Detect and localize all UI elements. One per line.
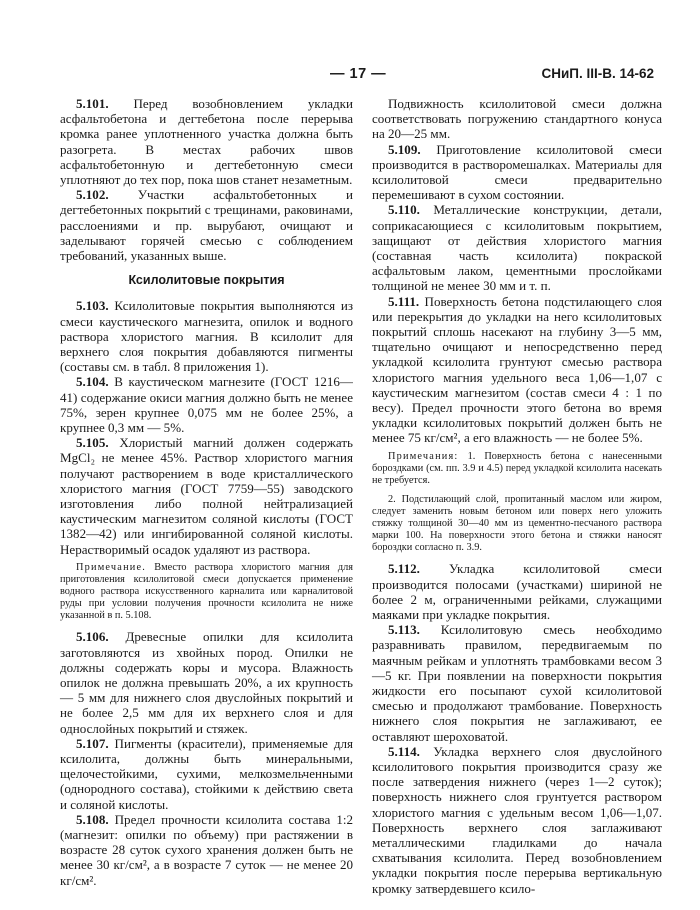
clause-5-108 (60, 812, 353, 888)
note-text: Вместо раствора хлористого магния для приготовления ксилолитовой смеси допускается применение водного раствора искусственного карналита или карналитовой руды при условии получения прочности ксилолита не ниже указанной в п. 5.108. (60, 561, 353, 622)
clause-5-101 (60, 96, 353, 187)
clause-5-109 (372, 142, 662, 203)
clause-text: Древесные опилки для ксилолита заготовляются из хвойных пород. Опилки не должны содержать коры и мусора. Влажность опилок не должна превышать 20%, а их крупность — 5 мм для нижнего слоя двуслойных покрытий и не более 2,5 мм для их верхнего слоя и для однослойных покрытий и стяжек. (60, 629, 353, 736)
clause-text: Ксилолитовые покрытия выполняются из смеси каустического магнезита, опилок и водного раствора хлористого магния. В ксилолит для верхнего слоя покрытия добавляются пигменты (составы см. в табл. 8 приложения 1). (60, 298, 353, 375)
clause-number: 5.104. (76, 374, 109, 390)
clause-number: 5.106. (76, 629, 109, 645)
clause-number: 5.113. (388, 622, 420, 638)
notes-label: Примечания: (388, 450, 459, 462)
clause-text: Приготовление ксилолитовой смеси производится в растворомешалках. Материалы для ксилолитовой смеси предварительно перемешивают в сухом состоянии. (372, 141, 663, 203)
clause-5-104 (60, 374, 353, 435)
clause-number: 5.102. (76, 187, 109, 203)
clause-5-114 (372, 744, 662, 896)
page-header (60, 66, 654, 86)
clause-number: 5.110. (388, 202, 420, 218)
note-label: Примечание. (76, 561, 147, 573)
note-2-5-111: 2. Подстилающий слой, пропитанный маслом или жиром, следует заменить новым бетоном или поверх него уложить стяжку толщиной 30—40 мм из цементно-песчаного раствора марки 100. На поверхности этого бетона и стяжки наносят бороздки согласно п. 3.9. (372, 493, 662, 554)
page-number: — 17 — (330, 66, 387, 82)
clause-number: 5.111. (388, 293, 420, 309)
clause-number: 5.112. (388, 561, 420, 577)
clause-5-102 (60, 187, 353, 263)
section-heading: Ксилолитовые покрытия (128, 273, 285, 288)
clause-number: 5.114. (388, 743, 420, 759)
clause-5-113 (372, 622, 662, 744)
clause-text: Хлористый магний должен содержать MgCl₂ не менее 45%. Раствор хлористого магния получают растворением в воде кристаллического хлористого магния (ГОСТ 7759—55) заводского изготовления либо полной нейтрализацией каустическим магнезитом соляной кислоты (ГОСТ 1382—42) или ингибированной соляной кислоты. Нерастворимый осадок удаляют из раствора. (60, 435, 353, 557)
clause-number: 5.108. (76, 811, 109, 827)
clause-5-103 (60, 298, 353, 374)
left-column (60, 96, 353, 888)
clause-5-112 (372, 561, 662, 622)
clause-text: Участки асфальтобетонных и дегтебетонных покрытий с трещинами, раковинами, расслоениями и пр. вырубают, очищают и заделывают горячей смесью с соблюдением требований, указанных выше. (60, 187, 354, 264)
note-text: 1. Поверхность бетона с нанесенными бороздками (см. пп. 3.9 и 4.5) перед укладкой ксилолита насекать не требуется. (372, 450, 662, 486)
clause-text: Укладка верхнего слоя двуслойного ксилолитового покрытия производится сразу же после затвердения нижнего (через 1—2 суток); поверхность нижнего слоя грунтуется раствором хлористого магния с удельным весом 1,06—1,07. Поверхность верхнего слоя заглаживают металлическими гладилками до начала схватывания ксилолита. Перед возобновлением укладки покрытия после перерыва вертикальную кромку затвердевшего ксило- (372, 743, 662, 896)
clause-text: Пигменты (красители), применяемые для ксилолита, должны быть минеральными, щелочестойкими, сухими, мелкозмельченными (однородного состава), стойкими к действию света и соляной кислоты. (60, 735, 354, 812)
clause-number: 5.109. (388, 141, 421, 157)
clause-continuation: Подвижность ксилолитовой смеси должна соответствовать погружению стандартного конуса на 20—25 мм. (372, 96, 662, 142)
note-1-5-111 (372, 451, 662, 487)
clause-text: Перед возобновлением укладки асфальтобетона и дегтебетона после перерыва кромка ранее уплотненного участка должна быть разогрета. В местах рабочих швов асфальтобетонную и дегтебетонную смеси уплотняют до тех пор, пока шов станет незаметным. (60, 96, 353, 188)
clause-number: 5.105. (76, 435, 109, 451)
right-column (372, 96, 662, 896)
clause-text: Поверхность бетона подстилающего слоя или перекрытия до укладки на него ксилолитовых покрытий сплошь насекают на глубину 3—5 мм, тщательно очищают и непосредственно перед укладкой ксилолита грунтуют смесью раствора хлористого магния удельного веса 1,06—1,07 с каустическим магнезитом (состав смеси 4 : 1 по весу). Предел прочности этого бетона во время укладки ксилолитовых покрытий должен быть не менее 75 кг/см², а его влажность — не более 5%. (372, 293, 663, 446)
clause-number: 5.107. (76, 735, 109, 751)
clause-number: 5.101. (76, 96, 109, 111)
clause-text: Предел прочности ксилолита состава 1:2 (магнезит: опилки по объему) при растяжении в возрасте 28 суток сухого хранения должен быть не менее 30 кг/см², а в возрасте 7 суток — не менее 20 кг/см². (60, 811, 353, 888)
clause-5-105 (60, 435, 353, 557)
clause-5-110 (372, 202, 662, 293)
clause-5-106 (60, 629, 353, 735)
clause-5-107 (60, 736, 353, 812)
note-5-105 (60, 562, 353, 622)
clause-text: Ксилолитовую смесь необходимо разравнивать правилом, передвигаемым по маячным рейкам и уплотнять трамбовками весом 3—5 кг. При появлении на поверхности покрытия жидкости его посыпают сухой ксилолитовой смесью и продолжают трамбование. Поверхность нижнего слоя покрытия не заглаживают, ее оставляют шероховатой. (372, 622, 663, 744)
clause-5-111 (372, 294, 662, 446)
clause-number: 5.103. (76, 298, 109, 314)
document-code: СНиП. III-В. 14-62 (541, 66, 654, 81)
clause-text: Металлические конструкции, детали, соприкасающиеся с ксилолитовым покрытием, защищают от действия хлористого магния (составная часть ксилолита) покраской асфальтовым лаком, цементными прослойками толщиной не менее 30 мм и т. п. (372, 202, 662, 294)
clause-text: В каустическом магнезите (ГОСТ 1216—41) содержание окиси магния должно быть не менее 75%, зерен крупнее 0,075 мм не более 25%, а крупнее 0,3 мм — 5%. (60, 374, 353, 436)
clause-text: Укладка ксилолитовой смеси производится полосами (участками) шириной не более 2 м, ограниченными рейками, служащими маяками при укладке покрытия. (372, 561, 662, 623)
